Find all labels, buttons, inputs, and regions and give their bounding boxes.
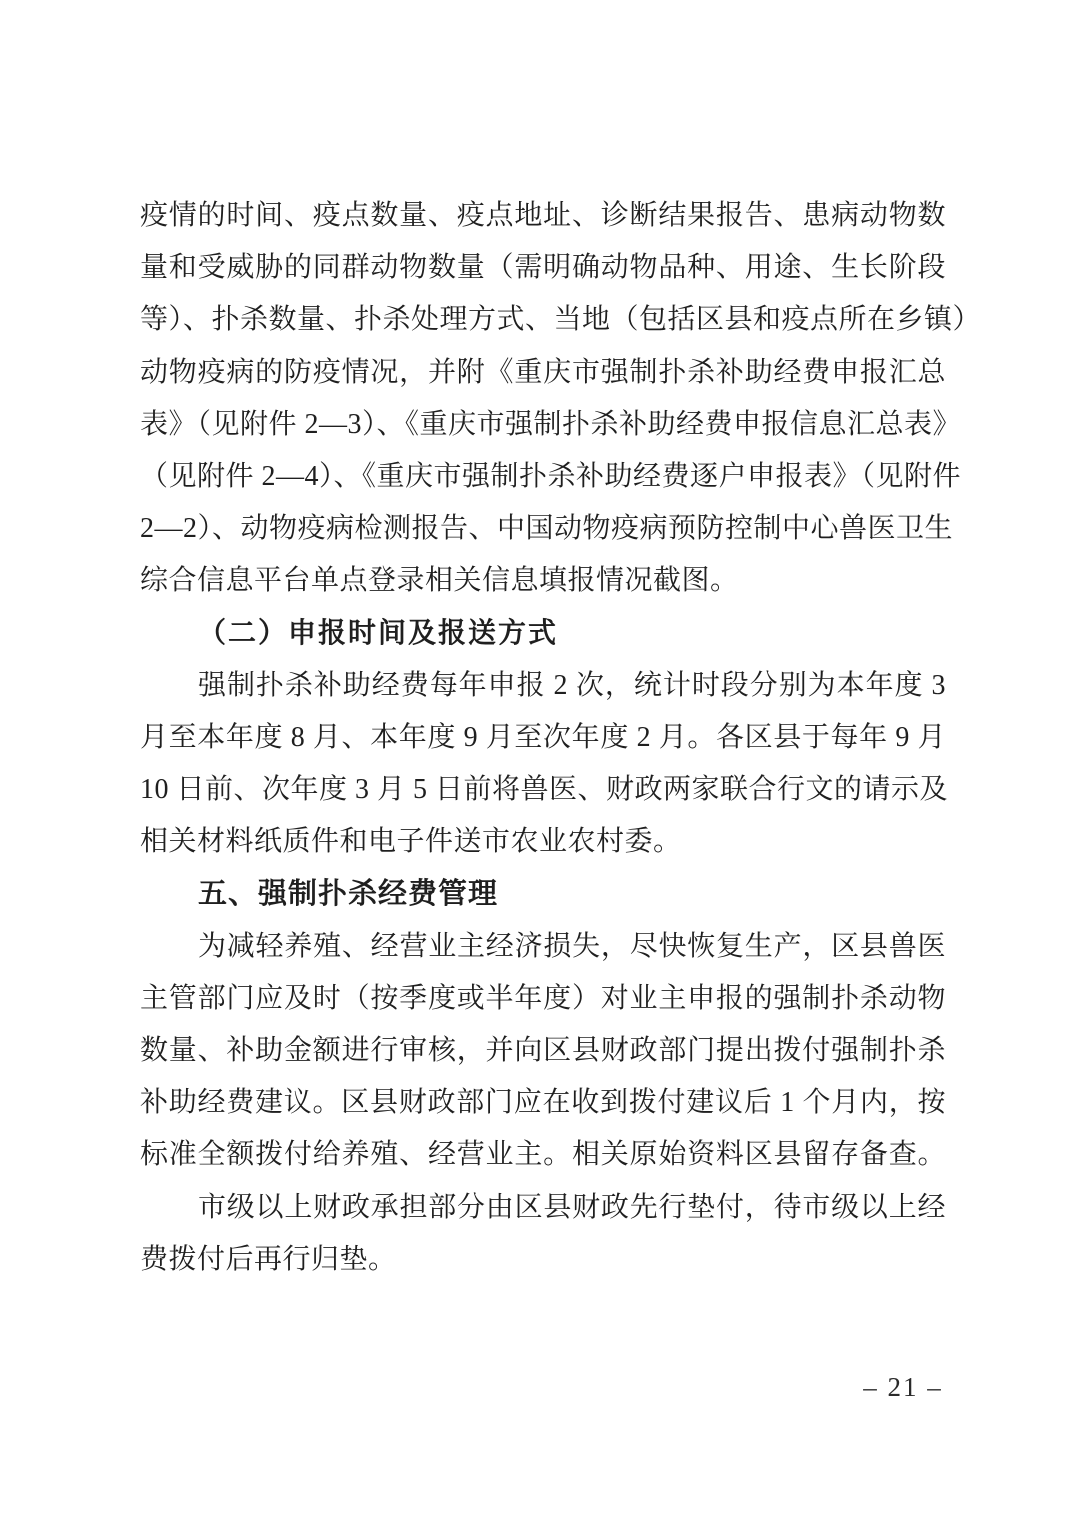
paragraph-line: 费拨付后再行归垫。 bbox=[140, 1243, 397, 1275]
paragraph-line: 相关材料纸质件和电子件送市农业农村委。 bbox=[140, 826, 682, 858]
paragraph-line: 疫情的时间、疫点数量、疫点地址、诊断结果报告、患病动物数 bbox=[140, 200, 946, 231]
section-heading-cull-fund-management: 五、强制扑杀经费管理 bbox=[198, 878, 499, 911]
paragraph-line: 主管部门应及时（按季度或半年度）对业主申报的强制扑杀动物 bbox=[140, 982, 946, 1014]
paragraph-line: 动物疫病的防疫情况，并附《重庆市强制扑杀补助经费申报汇总 bbox=[140, 356, 946, 388]
paragraph-line: 2—2）、动物疫病检测报告、中国动物疫病预防控制中心兽医卫生 bbox=[140, 513, 954, 545]
paragraph-line: 等）、扑杀数量、扑杀处理方式、当地（包括区县和疫点所在乡镇） bbox=[140, 304, 982, 336]
paragraph-line: 为减轻养殖、经营业主经济损失，尽快恢复生产，区县兽医 bbox=[198, 930, 946, 962]
paragraph-line: 市级以上财政承担部分由区县财政先行垫付，待市级以上经 bbox=[198, 1191, 946, 1223]
paragraph-line: 标准全额拨付给养殖、经营业主。相关原始资料区县留存备查。 bbox=[140, 1139, 946, 1171]
paragraph-line: 月至本年度 8 月、本年度 9 月至次年度 2 月。各区县于每年 9 月 bbox=[140, 721, 946, 753]
paragraph-line: 综合信息平台单点登录相关信息填报情况截图。 bbox=[140, 565, 739, 597]
paragraph-line: 数量、补助金额进行审核，并向区县财政部门提出拨付强制扑杀 bbox=[140, 1035, 946, 1066]
paragraph-line: 10 日前、次年度 3 月 5 日前将兽医、财政两家联合行文的请示及 bbox=[140, 774, 949, 806]
section-heading-declare-time-method: （二）申报时间及报送方式 bbox=[198, 617, 559, 649]
paragraph-line: 强制扑杀补助经费每年申报 2 次，统计时段分别为本年度 3 bbox=[198, 669, 946, 701]
paragraph-line: 表》（见附件 2—3）、《重庆市强制扑杀补助经费申报信息汇总表》 bbox=[140, 408, 962, 440]
paragraph-line: （见附件 2—4）、《重庆市强制扑杀补助经费逐户申报表》（见附件 bbox=[140, 460, 962, 492]
paragraph-line: 量和受威胁的同群动物数量（需明确动物品种、用途、生长阶段 bbox=[140, 252, 946, 284]
paragraph-line: 补助经费建议。区县财政部门应在收到拨付建议后 1 个月内，按 bbox=[140, 1087, 946, 1119]
page-number: – 21 – bbox=[863, 1372, 943, 1402]
document-body bbox=[140, 190, 982, 1286]
